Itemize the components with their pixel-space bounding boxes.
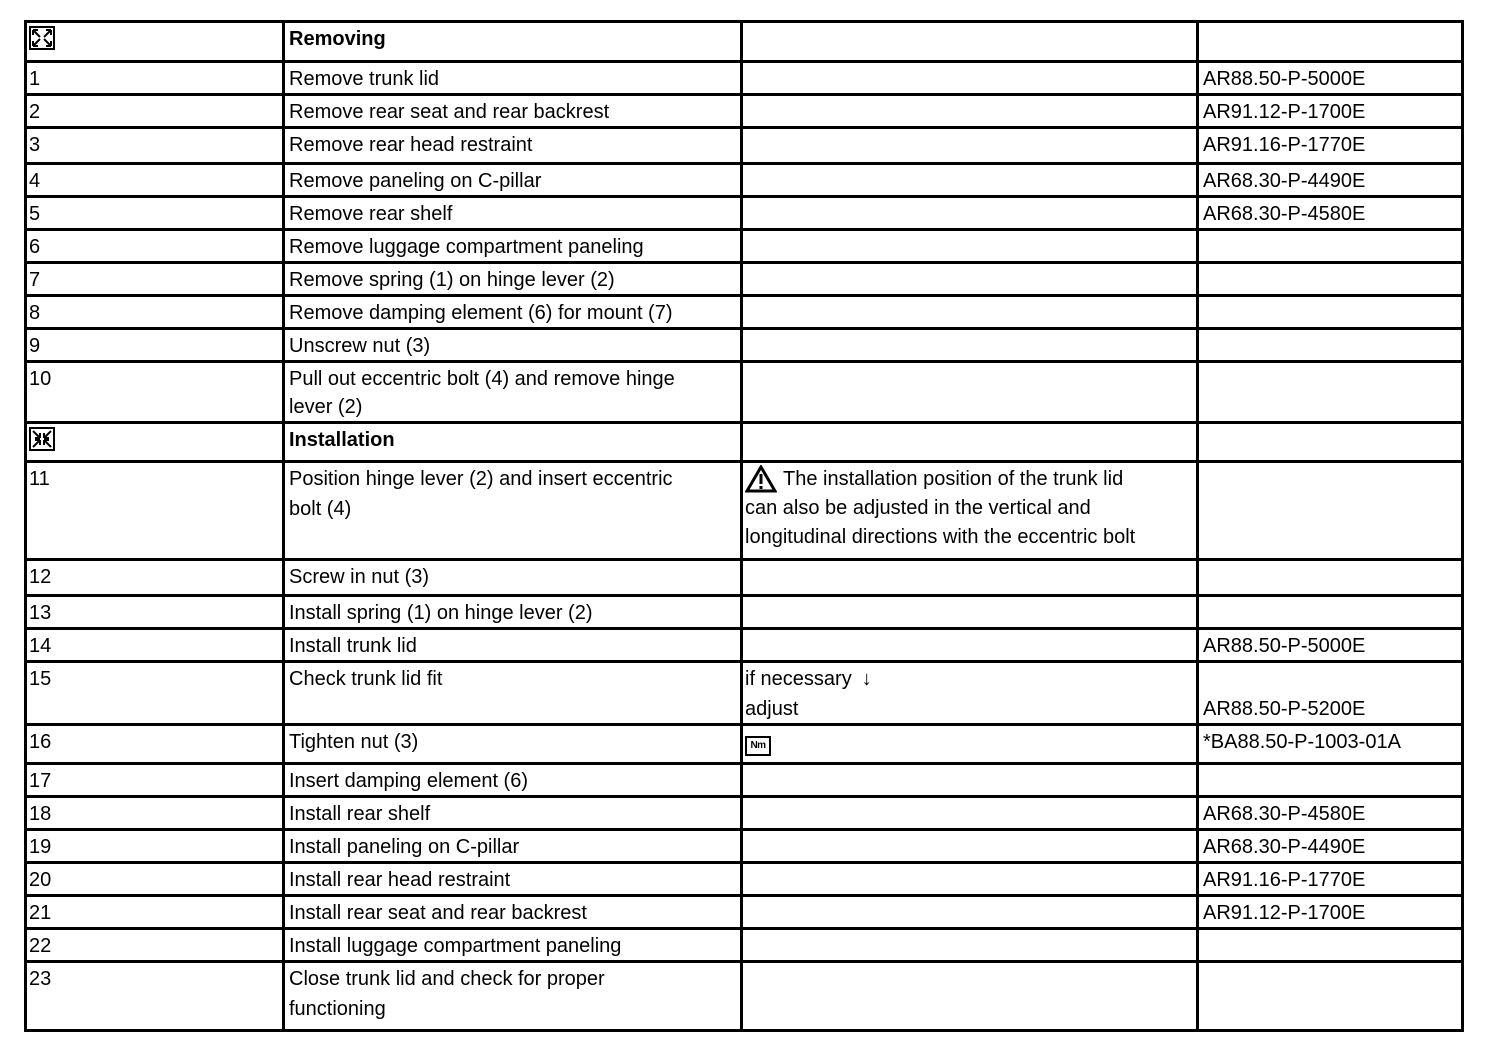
- step-number: 2: [26, 95, 284, 128]
- table-row: [26, 329, 1463, 362]
- step-text: Install luggage compartment paneling: [284, 929, 742, 962]
- reference-code: AR91.12-P-1700E: [1198, 896, 1463, 929]
- table-row: [26, 197, 1463, 230]
- step-number: 13: [26, 596, 284, 629]
- step-text: Unscrew nut (3): [284, 329, 742, 362]
- step-text: Remove spring (1) on hinge lever (2): [284, 263, 742, 296]
- step-number: 14: [26, 629, 284, 662]
- table-row: [26, 362, 1463, 423]
- step-text: Tighten nut (3): [284, 725, 742, 764]
- step-number: 6: [26, 230, 284, 263]
- step-number: 9: [26, 329, 284, 362]
- step-text-line: Close trunk lid and check for proper: [289, 968, 605, 990]
- table-row: [26, 230, 1463, 263]
- section-title-installation: Installation: [284, 423, 742, 462]
- table-row: [26, 896, 1463, 929]
- step-text: Install paneling on C-pillar: [284, 830, 742, 863]
- step-text: Remove trunk lid: [284, 62, 742, 95]
- step-number: 22: [26, 929, 284, 962]
- reference-code: AR91.16-P-1770E: [1198, 128, 1463, 164]
- step-text-line: bolt (4): [289, 498, 352, 520]
- step-number: 18: [26, 797, 284, 830]
- procedure-table: [24, 20, 1464, 1032]
- step-number: 23: [26, 962, 284, 1031]
- section-header-installation: [26, 423, 1463, 462]
- step-number: 8: [26, 296, 284, 329]
- step-text: [284, 462, 742, 560]
- reference-code: AR68.30-P-4490E: [1198, 164, 1463, 197]
- table-row: [26, 462, 1463, 560]
- step-text: Remove paneling on C-pillar: [284, 164, 742, 197]
- step-text: Remove rear seat and rear backrest: [284, 95, 742, 128]
- reference-code: *BA88.50-P-1003-01A: [1198, 725, 1463, 764]
- step-text: Screw in nut (3): [284, 560, 742, 596]
- table-row: [26, 596, 1463, 629]
- step-number: 19: [26, 830, 284, 863]
- note-line: The installation position of the trunk lid: [783, 468, 1124, 490]
- step-text: Remove damping element (6) for mount (7): [284, 296, 742, 329]
- step-number: 15: [26, 662, 284, 725]
- table-row: [26, 164, 1463, 197]
- note-cell: [742, 662, 1198, 725]
- table-row: [26, 62, 1463, 95]
- step-number: 3: [26, 128, 284, 164]
- reference-code: AR68.30-P-4580E: [1198, 197, 1463, 230]
- collapse-arrows-icon: [29, 427, 55, 451]
- torque-icon: Nm: [745, 736, 771, 756]
- step-text: Check trunk lid fit: [284, 662, 742, 725]
- step-text-line: Pull out eccentric bolt (4) and remove hinge: [289, 368, 675, 390]
- table-row: [26, 797, 1463, 830]
- section-header-removing: [26, 22, 1463, 62]
- table-row: [26, 725, 1463, 764]
- reference-code: AR88.50-P-5200E: [1198, 662, 1463, 725]
- step-number: 4: [26, 164, 284, 197]
- section-title-removing: Removing: [284, 22, 742, 62]
- reference-code: AR91.12-P-1700E: [1198, 95, 1463, 128]
- note-line: longitudinal directions with the eccentric bolt: [745, 526, 1136, 548]
- step-text: [284, 962, 742, 1031]
- table-row: [26, 929, 1463, 962]
- note-line: if necessary: [745, 668, 852, 690]
- step-number: 12: [26, 560, 284, 596]
- step-text-line: functioning: [289, 998, 386, 1020]
- step-number: 10: [26, 362, 284, 423]
- step-text: Install rear seat and rear backrest: [284, 896, 742, 929]
- reference-code: AR88.50-P-5000E: [1198, 62, 1463, 95]
- warning-triangle-icon: [745, 465, 777, 493]
- step-text: Remove rear shelf: [284, 197, 742, 230]
- step-number: 17: [26, 764, 284, 797]
- step-text-line: lever (2): [289, 396, 363, 418]
- reference-code: AR91.16-P-1770E: [1198, 863, 1463, 896]
- step-text: Install spring (1) on hinge lever (2): [284, 596, 742, 629]
- table-row: [26, 263, 1463, 296]
- step-text: [284, 362, 742, 423]
- note-line: can also be adjusted in the vertical and: [745, 497, 1091, 519]
- reference-code: AR68.30-P-4490E: [1198, 830, 1463, 863]
- table-row: [26, 95, 1463, 128]
- note-cell: [742, 462, 1198, 560]
- step-number: 1: [26, 62, 284, 95]
- step-number: 20: [26, 863, 284, 896]
- table-row: [26, 629, 1463, 662]
- step-text-line: Position hinge lever (2) and insert eccentric: [289, 468, 673, 490]
- reference-code: AR68.30-P-4580E: [1198, 797, 1463, 830]
- step-number: 16: [26, 725, 284, 764]
- table-row: [26, 962, 1463, 1031]
- down-arrow-icon: ↓: [861, 668, 872, 690]
- step-text: Remove rear head restraint: [284, 128, 742, 164]
- step-text: Install rear head restraint: [284, 863, 742, 896]
- table-row: [26, 128, 1463, 164]
- table-row: [26, 296, 1463, 329]
- table-row: [26, 863, 1463, 896]
- note-line: adjust: [745, 698, 799, 720]
- reference-code: AR88.50-P-5000E: [1198, 629, 1463, 662]
- step-text: Install trunk lid: [284, 629, 742, 662]
- table-row: [26, 830, 1463, 863]
- expand-arrows-icon: [29, 26, 55, 50]
- step-number: 7: [26, 263, 284, 296]
- table-row: [26, 662, 1463, 725]
- step-number: 5: [26, 197, 284, 230]
- step-text: Insert damping element (6): [284, 764, 742, 797]
- step-number: 21: [26, 896, 284, 929]
- table-row: [26, 764, 1463, 797]
- step-number: 11: [26, 462, 284, 560]
- step-text: Remove luggage compartment paneling: [284, 230, 742, 263]
- step-text: Install rear shelf: [284, 797, 742, 830]
- table-row: [26, 560, 1463, 596]
